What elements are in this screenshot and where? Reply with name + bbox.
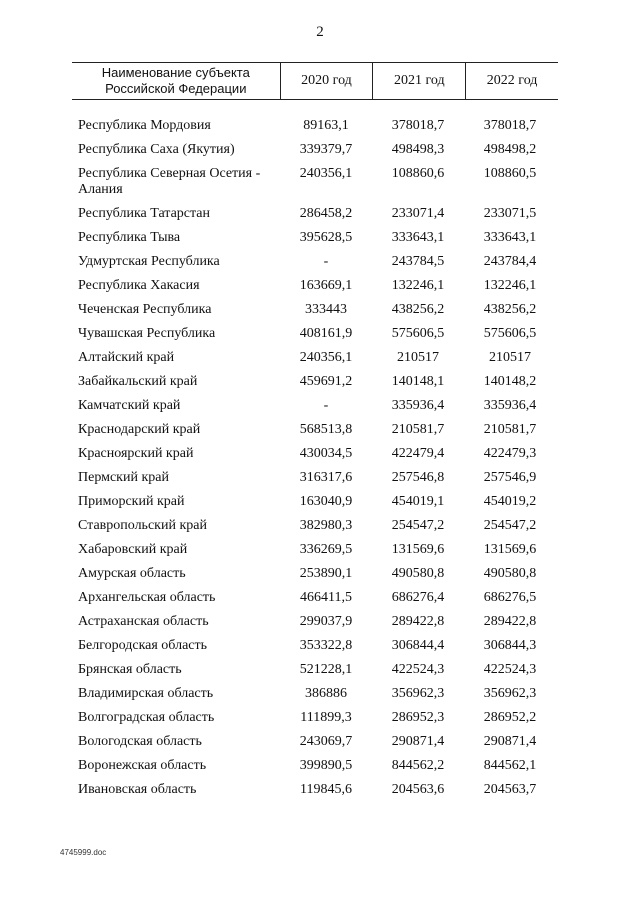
cell-value-2022: 438256,2 [483, 302, 537, 317]
cell-value-2020: 382980,3 [299, 518, 353, 533]
table-row [72, 710, 558, 726]
cell-value-2021: 210581,7 [391, 422, 445, 437]
cell-value-2021: 132246,1 [391, 278, 445, 293]
cell-value-2022: 844562,1 [483, 758, 537, 773]
cell-subject-name: Хабаровский край [78, 542, 188, 557]
cell-value-2020: 466411,5 [300, 590, 352, 605]
cell-value-2021: 438256,2 [391, 302, 445, 317]
cell-value-2020: 408161,9 [299, 326, 353, 341]
table-row [72, 614, 558, 630]
cell-subject-name: Архангельская область [78, 590, 216, 605]
cell-value-2020: 333443 [305, 302, 347, 317]
cell-value-2022: 108860,5 [483, 166, 537, 181]
cell-value-2020: 119845,6 [300, 782, 352, 797]
table-row [72, 542, 558, 558]
cell-value-2022: 204563,7 [483, 782, 537, 797]
table-row [72, 422, 558, 438]
cell-subject-name: Приморский край [78, 494, 185, 509]
cell-subject-name: Краснодарский край [78, 422, 201, 437]
subsidy-table [72, 62, 558, 806]
cell-value-2021: 335936,4 [391, 398, 445, 413]
cell-value-2022: 131569,6 [483, 542, 537, 557]
header-year-2020: 2020 год [280, 63, 373, 99]
cell-value-2022: 290871,4 [483, 734, 537, 749]
cell-value-2021: 243784,5 [391, 254, 445, 269]
cell-subject-name: Забайкальский край [78, 374, 198, 389]
cell-value-2022: 286952,2 [483, 710, 537, 725]
cell-value-2021: 490580,8 [391, 566, 445, 581]
cell-value-2022: 140148,2 [483, 374, 537, 389]
cell-value-2022: 686276,5 [483, 590, 537, 605]
table-row [72, 142, 558, 158]
cell-value-2020: 386886 [305, 686, 347, 701]
cell-subject-name: Республика Татарстан [78, 206, 211, 221]
table-row [72, 758, 558, 774]
cell-value-2021: 378018,7 [391, 118, 445, 133]
cell-subject-name: Ставропольский край [78, 518, 207, 533]
cell-value-2022: 132246,1 [483, 278, 537, 293]
cell-subject-name: Республика Тыва [78, 230, 181, 245]
cell-value-2021: 333643,1 [391, 230, 445, 245]
document-code: 4745999.doc [60, 848, 107, 857]
cell-value-2021: 306844,4 [391, 638, 445, 653]
cell-subject-name: Владимирская область [78, 686, 214, 701]
cell-subject-name: Чувашская Республика [78, 326, 216, 341]
cell-value-2022: 306844,3 [483, 638, 537, 653]
cell-value-2020: 430034,5 [299, 446, 353, 461]
cell-value-2022: 490580,8 [483, 566, 537, 581]
cell-subject-name: Астраханская область [78, 614, 209, 629]
cell-value-2020: 163669,1 [299, 278, 353, 293]
cell-value-2021: 210517 [397, 350, 439, 365]
cell-value-2022: 575606,5 [483, 326, 537, 341]
cell-value-2021: 254547,2 [391, 518, 445, 533]
cell-subject-name: Камчатский край [78, 398, 181, 413]
table-header-row [72, 62, 558, 100]
table-row [72, 566, 558, 582]
cell-subject-name: Красноярский край [78, 446, 194, 461]
cell-subject-name: Белгородская область [78, 638, 208, 653]
table-row [72, 302, 558, 318]
cell-subject-name: Чеченская Республика [78, 302, 212, 317]
cell-value-2021: 844562,2 [391, 758, 445, 773]
cell-value-2022: 378018,7 [483, 118, 537, 133]
cell-value-2022: 254547,2 [483, 518, 537, 533]
table-row [72, 118, 558, 134]
cell-subject-name: Ивановская область [78, 782, 197, 797]
table-row [72, 470, 558, 486]
cell-value-2022: 422524,3 [483, 662, 537, 677]
cell-value-2020: 253890,1 [299, 566, 353, 581]
table-row [72, 326, 558, 342]
cell-value-2022: 498498,2 [483, 142, 537, 157]
cell-value-2020: - [323, 398, 329, 413]
cell-value-2020: - [323, 254, 329, 269]
cell-value-2020: 399890,5 [299, 758, 353, 773]
cell-subject-name: Брянская область [78, 662, 182, 677]
cell-value-2020: 568513,8 [299, 422, 353, 437]
cell-value-2020: 316317,6 [299, 470, 353, 485]
cell-value-2021: 131569,6 [391, 542, 445, 557]
cell-value-2022: 210581,7 [483, 422, 537, 437]
cell-value-2020: 395628,5 [299, 230, 353, 245]
cell-value-2020: 243069,7 [299, 734, 353, 749]
cell-subject-name: Волгоградская область [78, 710, 215, 725]
cell-value-2022: 422479,3 [483, 446, 537, 461]
table-row [72, 206, 558, 222]
cell-value-2022: 356962,3 [483, 686, 537, 701]
cell-value-2021: 233071,4 [391, 206, 445, 221]
cell-value-2021: 498498,3 [391, 142, 445, 157]
table-row [72, 686, 558, 702]
cell-value-2021: 257546,8 [391, 470, 445, 485]
cell-subject-name: Республика Саха (Якутия) [78, 142, 235, 157]
table-body [72, 118, 558, 798]
cell-value-2021: 422524,3 [391, 662, 445, 677]
cell-value-2021: 204563,6 [391, 782, 445, 797]
cell-value-2021: 686276,4 [391, 590, 445, 605]
cell-value-2022: 210517 [489, 350, 531, 365]
cell-value-2022: 454019,2 [483, 494, 537, 509]
table-row [72, 734, 558, 750]
cell-subject-name: Вологодская область [78, 734, 202, 749]
header-year-2021: 2021 год [372, 63, 465, 99]
cell-value-2020: 240356,1 [299, 166, 353, 181]
table-row [72, 278, 558, 294]
cell-subject-name: Воронежская область [78, 758, 207, 773]
cell-value-2022: 243784,4 [483, 254, 537, 269]
cell-value-2021: 108860,6 [391, 166, 445, 181]
cell-subject-name: Пермский край [78, 470, 169, 485]
cell-value-2022: 233071,5 [483, 206, 537, 221]
cell-value-2021: 140148,1 [391, 374, 445, 389]
cell-value-2020: 336269,5 [299, 542, 353, 557]
table-row [72, 446, 558, 462]
page-number: 2 [316, 24, 324, 40]
cell-value-2020: 89163,1 [303, 118, 349, 133]
cell-value-2022: 333643,1 [483, 230, 537, 245]
cell-value-2022: 289422,8 [483, 614, 537, 629]
table-row [72, 494, 558, 510]
cell-value-2020: 459691,2 [299, 374, 353, 389]
cell-subject-name: Республика Северная Осетия - Алания [78, 166, 261, 197]
cell-value-2020: 299037,9 [299, 614, 353, 629]
table-row [72, 350, 558, 366]
cell-value-2020: 521228,1 [299, 662, 353, 677]
cell-subject-name: Алтайский край [78, 350, 175, 365]
table-row [72, 398, 558, 414]
cell-value-2020: 111899,3 [300, 710, 352, 725]
cell-value-2021: 290871,4 [391, 734, 445, 749]
table-row [72, 518, 558, 534]
table-row [72, 374, 558, 390]
cell-value-2022: 257546,9 [483, 470, 537, 485]
cell-value-2021: 356962,3 [391, 686, 445, 701]
cell-value-2022: 335936,4 [483, 398, 537, 413]
cell-value-2020: 163040,9 [299, 494, 353, 509]
header-subject-name: Наименование субъекта Российской Федерации [101, 65, 250, 96]
cell-value-2020: 339379,7 [299, 142, 353, 157]
table-row [72, 782, 558, 798]
cell-value-2021: 422479,4 [391, 446, 445, 461]
cell-subject-name: Республика Хакасия [78, 278, 200, 293]
table-row [72, 590, 558, 606]
cell-value-2020: 353322,8 [299, 638, 353, 653]
cell-value-2021: 454019,1 [391, 494, 445, 509]
table-row [72, 662, 558, 678]
cell-subject-name: Амурская область [78, 566, 186, 581]
cell-value-2020: 286458,2 [299, 206, 353, 221]
table-row [72, 166, 558, 198]
cell-value-2021: 575606,5 [391, 326, 445, 341]
cell-value-2021: 289422,8 [391, 614, 445, 629]
cell-subject-name: Удмуртская Республика [78, 254, 220, 269]
cell-value-2020: 240356,1 [299, 350, 353, 365]
table-row [72, 638, 558, 654]
table-row [72, 230, 558, 246]
table-row [72, 254, 558, 270]
cell-value-2021: 286952,3 [391, 710, 445, 725]
cell-subject-name: Республика Мордовия [78, 118, 211, 133]
header-year-2022: 2022 год [465, 63, 558, 99]
